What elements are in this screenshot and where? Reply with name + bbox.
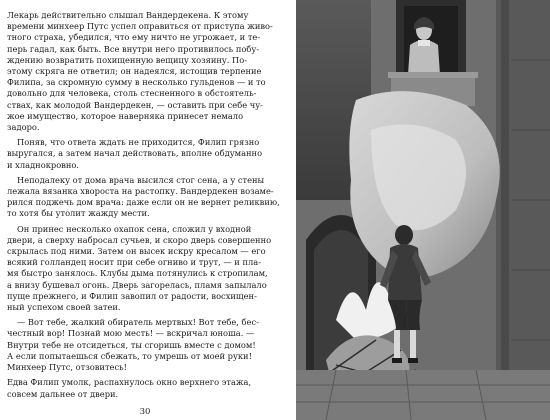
paragraph: Лекарь действительно слышал Вандердекена. К этому времени минхеер Путс успел оправиться от приступа живо- тного страха, убедился, что ему ничто не угрожает, и те- перь гадал, как быть. Все внутри него противилось побу- ждению возвратить похищенную вещицу хозяину. По- этому скряга не ответил; он надеялся, истощив терпение Филипа, за скромную сумму в несколько гульденов — и то довольно для человека, столь стесненного в обстоятель- ствах, как молодой Вандердекен, — оставить при себе чу- жое имущество, которое наверняка принесет немало задоро. bbox=[7, 10, 273, 133]
page-number: 30 bbox=[139, 407, 151, 417]
paragraph: Едва Филип умолк, распахнулось окно верхнего этажа, совсем дальнее от двери. bbox=[7, 377, 252, 399]
illustration bbox=[296, 0, 550, 420]
paragraph: Поняв, что ответа ждать не приходится, Филип грязно выругался, а затем начал действовать, вполне обдуманно и хладнокровно. bbox=[7, 137, 263, 170]
balcony-ledge bbox=[388, 72, 478, 78]
column-shadow bbox=[501, 0, 509, 420]
engraving-illustration bbox=[296, 0, 550, 420]
book-page-text bbox=[7, 10, 285, 404]
paragraph: Он принес несколько охапок сена, сложил у входной двери, а сверху набросал сучьев, и скоро дверь совершенно скрылась под ними. Затем он высек искру кресалом — его всякий голландец носит при себе огниво и трут, — и пла- мя быстро занялось. Клубы дыма потянулись к стропилам, а внизу бушевал огонь. Дверь загорелась, пламя запылало пуще прежнего, и Филип завопил от радости, восхищен- ный успехом своей затеи. bbox=[7, 223, 272, 313]
paragraph: — Вот тебе, жалкий обиратель мертвых! Вот тебе, бес- честный вор! Познай мою месть! — вскричал юноша. — Внутри тебе не отсидеться, ты сгоришь вместе с домом! А если попытаешься сбежать, то умрешь от моей руки! Минхеер Путс, отзовитесь! bbox=[7, 317, 259, 373]
paragraph: Неподалеку от дома врача высился стог сена, а у стены лежала вязанка хвороста на растопку. Вандердекен возаме- рился поджечь дом врача: даже если он не вернет реликвию, то хотя бы утолит жажду мести. bbox=[7, 174, 280, 219]
